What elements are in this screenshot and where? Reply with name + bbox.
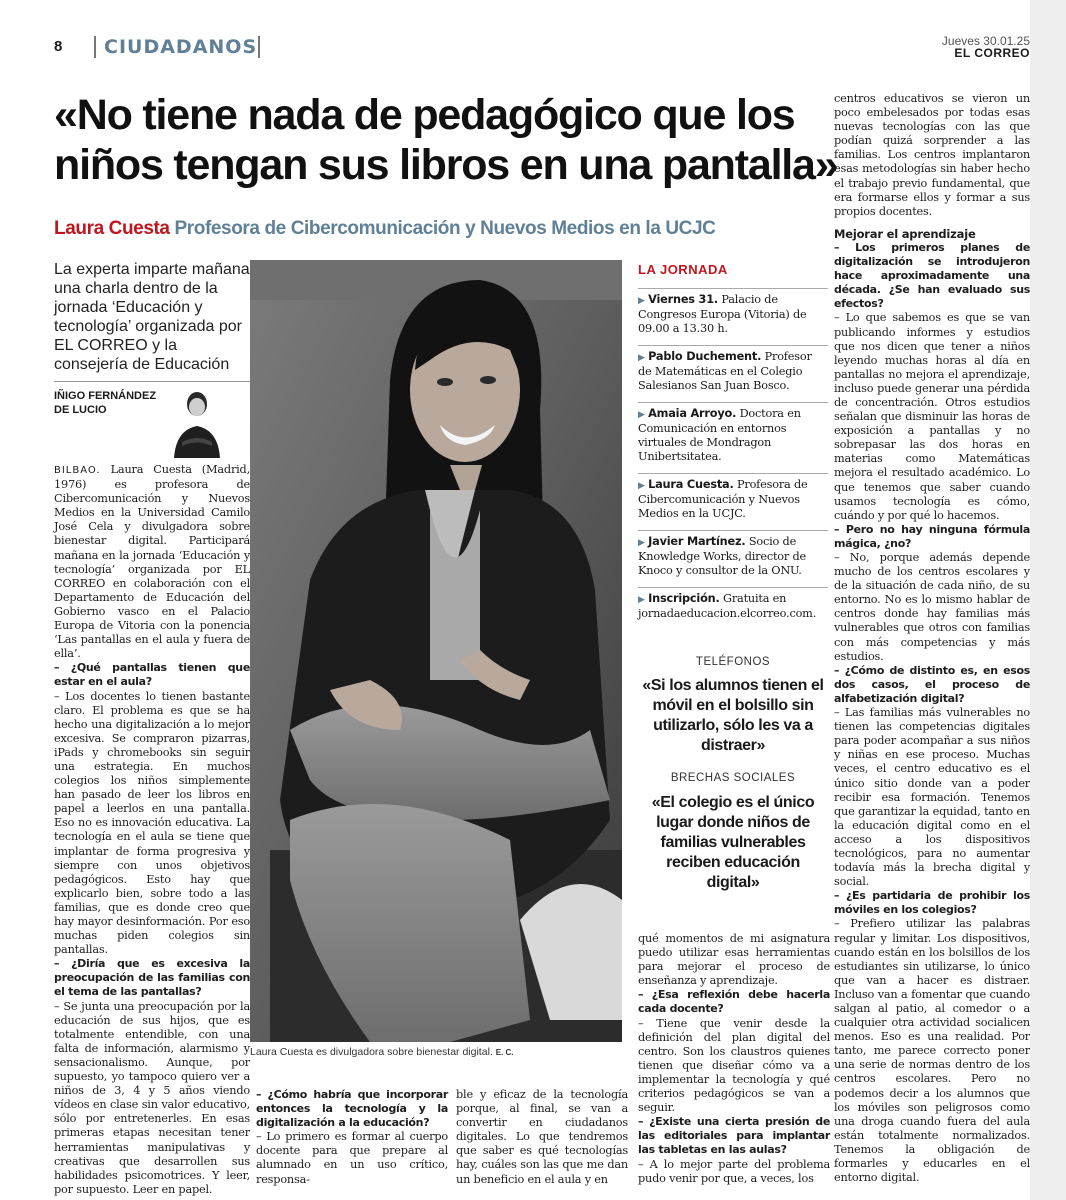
event-item-key: Inscripción.	[648, 592, 720, 605]
interview-answer: – No, porque además depende mucho de los centros escolares y de la situación de cada niño, de su entorno. No es lo mismo hablar de centros donde hay familias más vulnerables que otros con familias con más competencias y más estudios.	[834, 551, 1030, 663]
interview-question: – ¿Qué pantallas tienen que estar en el aula?	[54, 661, 250, 689]
bullet-triangle-icon: ▶	[638, 410, 645, 420]
interview-answer: – A lo mejor parte del problema pudo venir por que, a veces, los	[638, 1157, 830, 1185]
photo-caption	[250, 1046, 622, 1058]
issue-date: Jueves 30.01.25	[941, 34, 1030, 48]
interview-answer: – Prefiero utilizar las palabras regular y limitar. Los dispositivos, cuando están en los bolsillos de los estudiantes sin utilizarse, lo único que van a hacer es distraer. Incluso van a fomentar que cuando salgan al patio, al comedor o a cualquier otra actividad socialicen menos. Eso es una realidad. Por tanto, me parece correcto poner una serie de normas dentro de los centros escolares. Pero no podemos decir a los alumnos que los móviles son peligrosos como una droga cuando fuera del aula están totalmente normalizados. Tenemos la obligación de formarles y educarles en el entorno digital.	[834, 917, 1030, 1185]
interview-answer: – Se junta una preocupación por la educación de sus hijos, que es totalmente entendible, con una falta de información, alarmismo y sensacionalismo. Aunque, por supuesto, yo tampoco quiero ver a niños de 3, 4 y 5 años viendo vídeos en clase sin valor educativo, sólo por entretenerles. En esas primeras etapas necesitan tener herramientas manipulativas y creativas que desarrollen sus habilidades psicomotrices. Y leer, por supuesto. Leer en papel.	[54, 999, 250, 1196]
event-item-key: Viernes 31.	[648, 293, 718, 306]
author-name-line2: DE LUCIO	[54, 404, 107, 416]
pull-quote-label: BRECHAS SOCIALES	[670, 772, 796, 784]
byline-role: Profesora de Cibercomunicación y Nuevos Medios en la UCJC	[174, 218, 716, 239]
event-item	[638, 587, 828, 621]
event-item-key: Javier Martínez.	[648, 535, 746, 548]
byline	[54, 218, 834, 240]
interview-question: – ¿Es partidaria de prohibir los móviles en los colegios?	[834, 889, 1030, 917]
event-item-text: Doctora en Comunicación en entornos virtuales de Mondragon Unibertsitatea.	[638, 407, 801, 464]
event-item-text: Profesora de Cibercomunicación y Nuevos Medios en la UCJC.	[638, 478, 808, 521]
caption-text: Laura Cuesta es divulgadora sobre bienestar digital.	[250, 1046, 493, 1058]
article-column-2	[256, 1088, 448, 1187]
interview-answer: – Lo primero es formar al cuerpo docente para que prepare al alumnado en un uso crítico, responsa-	[256, 1130, 448, 1186]
article-column-5	[834, 92, 1030, 1185]
divider	[54, 381, 254, 382]
event-item	[638, 530, 828, 578]
subheading: Mejorar el aprendizaje	[834, 226, 976, 241]
pull-quote-label: TELÉFONOS	[695, 656, 771, 668]
author-name-line1: IÑIGO FERNÁNDEZ	[54, 390, 157, 402]
interview-answer: ble y eficaz de la tecnología porque, al final, se van a convertir en ciudadanos digitales. Lo que tendremos que saber es qué tecnologías hay, cuáles son las que me dan un beneficio en el aula y en	[456, 1088, 628, 1186]
bullet-triangle-icon: ▶	[638, 353, 645, 363]
interview-question: – Pero no hay ninguna fórmula mágica, ¿no?	[834, 522, 1030, 550]
headline: «No tiene nada de pedagógico que los niños tengan sus libros en una pantalla»	[54, 91, 838, 189]
interview-question: – ¿Existe una cierta presión de las editoriales para implantar las tabletas en las aulas?	[638, 1115, 830, 1157]
article-column-1	[54, 463, 250, 1197]
page-edge	[1030, 0, 1066, 1200]
interview-answer: qué momentos de mi asignatura puedo utilizar esas herramientas para mejorar el proceso de enseñanza y aprendizaje.	[638, 932, 830, 988]
interviewee-photo	[250, 260, 622, 1042]
interview-question: – ¿Cómo de distinto es, en esos dos casos, el proceso de alfabetización digital?	[834, 663, 1030, 705]
interview-question: – Los primeros planes de digitalización se introdujeron hace aproximadamente una década. ¿Se han evaluado sus efectos?	[834, 240, 1030, 311]
interview-question: – ¿Cómo habría que incorporar entonces la tecnología y la digitalización a la educación?	[256, 1088, 448, 1130]
newspaper-page	[18, 0, 1030, 1200]
header-divider	[258, 36, 260, 58]
interview-answer: – Tiene que venir desde la definición del plan digital del centro. Son los claustros quienes tienen que diseñar cómo va a implementar la tecnología y qué criterios pedagógicos se van a seguir.	[638, 1016, 830, 1115]
pull-quote: «El colegio es el único lugar donde niños de familias vulnerables reciben educación digital»	[651, 794, 815, 891]
sidebar-title: LA JORNADA	[638, 262, 728, 277]
author-portrait	[168, 384, 226, 458]
event-item-key: Amaia Arroyo.	[648, 407, 737, 420]
dateline: BILBAO.	[54, 465, 101, 476]
event-item-key: Pablo Duchement.	[648, 350, 762, 363]
interview-question: – ¿Esa reflexión debe hacerla cada docente?	[638, 988, 830, 1016]
bullet-triangle-icon: ▶	[638, 481, 645, 491]
interview-answer: – Los docentes lo tienen bastante claro. El problema es que se ha hecho una digitalización a lo mejor excesiva. Se compraron pizarras, iPads y chromebooks sin seguir una estrategia. En muchos colegios los niños simplemente han pasado de leer los libros en papel a leerlos en una pantalla. Eso no es innovación educativa. La tecnología en el aula se tiene que implantar de forma progresiva y siempre con unos objetivos pedagógicos. Esto hay que explicarlo bien, sobre todo a las familias, que es donde creo que hay mayor desinformación. Por eso muchas piden colegios sin pantallas.	[54, 689, 250, 957]
article-column-3	[456, 1088, 628, 1187]
header-divider	[94, 36, 96, 58]
bullet-triangle-icon: ▶	[638, 595, 645, 605]
publication-name: EL CORREO	[954, 46, 1030, 60]
lead-summary: La experta imparte mañana una charla dentro de la jornada ‘Educación y tecnología’ organizada por EL CORREO y la consejería de Educación	[54, 261, 250, 373]
event-item-text: Gratuita en jornadaeducacion.elcorreo.com.	[638, 592, 817, 621]
interview-answer: – Las familias más vulnerables no tienen las competencias digitales para poder acompañar a sus niños y niñas en ese proceso. Muchas veces, el centro educativo es el único sitio donde van a poder recibir esa formación. Tenemos que garantizar la equidad, tanto en la educación digital como en el acceso a los dispositivos tecnológicos, para no aumentar todavía más la brecha digital y social.	[834, 706, 1030, 889]
bullet-triangle-icon: ▶	[638, 538, 645, 548]
event-item	[638, 345, 828, 393]
bullet-triangle-icon: ▶	[638, 296, 645, 306]
page-number: 8	[54, 38, 63, 55]
interview-answer: centros educativos se vieron un poco embelesados por todas esas nuevas tecnologías con las que podían quizá sorprender a las familias. Los centros implantaron esas metodologías sin haber hecho el trabajo previo fundamental, que era formarse ellos y formar a sus propios docentes.	[834, 92, 1030, 218]
event-item	[638, 402, 828, 464]
event-item	[638, 288, 828, 336]
pull-quote: «Si los alumnos tienen el móvil en el bolsillo sin utilizarlo, sólo les va a distraer»	[642, 677, 824, 754]
photo-credit: E. C.	[495, 1048, 514, 1057]
event-item-text: Palacio de Congresos Europa (Vitoria) de 09.00 a 13.30 h.	[638, 293, 807, 336]
byline-name: Laura Cuesta	[54, 218, 170, 239]
event-item-text: Socio de Knowledge Works, director de Knoco y consultor de la ONU.	[638, 535, 807, 578]
event-item	[638, 473, 828, 521]
article-column-4	[638, 932, 830, 1186]
event-item-text: Profesor de Matemáticas en el Colegio Salesianos San Juan Bosco.	[638, 350, 812, 393]
event-item-key: Laura Cuesta.	[648, 478, 734, 491]
author-credit	[54, 389, 184, 417]
interview-question: – ¿Diría que es excesiva la preocupación de las familias con el tema de las pantallas?	[54, 957, 250, 999]
interview-answer: – Lo que sabemos es que se van publicando informes y estudios que nos dicen que tener a niños leyendo muchas horas al día en pantallas no mejora el aprendizaje, incluso puede generar una pérdida de concentración. Otros estudios señalan que disminuir las horas de exposición a pantallas y no sobrepasar las dos horas en materias como Matemáticas mejora el resultado académico. Lo que tenemos que saber cuando usamos tecnología es cómo, cuándo y por qué lo hacemos.	[834, 311, 1030, 522]
article-intro: Laura Cuesta (Madrid, 1976) es profesora de Cibercomunicación y Nuevos Medios en la Universidad Camilo José Cela y divulgadora sobre bienestar digital. Participará mañana en la jornada ‘Educación y tecnología’ organizada por EL CORREO en colaboración con el Departamento de Educación del Gobierno vasco en el Palacio Europa de Vitoria con la ponencia ‘Las pantallas en el aula y fuera de ella’.	[54, 463, 250, 661]
section-title: CIUDADANOS	[104, 36, 258, 58]
